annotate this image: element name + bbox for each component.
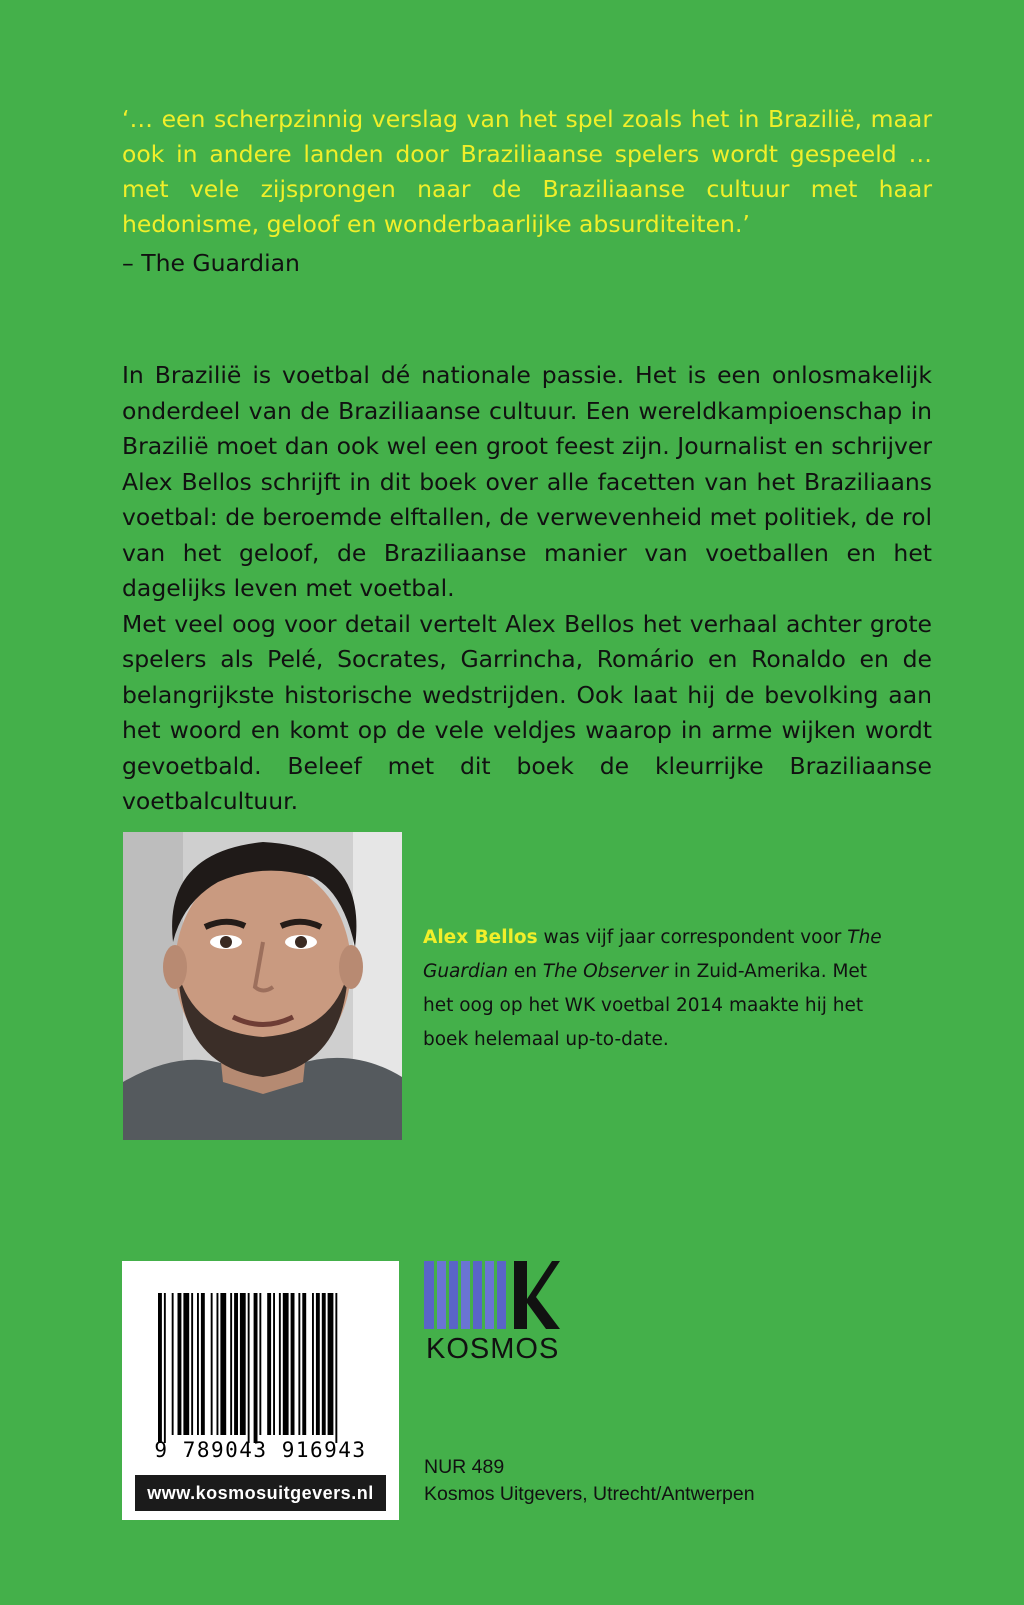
isbn-digits: 9 789043 916943 — [154, 1438, 367, 1462]
nur-code: NUR 489 — [424, 1456, 505, 1478]
blurb-paragraph-2: Met veel oog voor detail vertelt Alex Bellos het verhaal achter grote spelers als Pelé, Socrates, Garrincha, Romário en Ronaldo en de belangrijkste historische wedstrijden. Ook laat hij de bevolking aan het woord en komt op de vele veldjes waarop in arme wijken wordt gevoetbald. Beleef met dit boek de kleurrijke Braziliaanse voetbalcultuur. — [122, 609, 932, 815]
newspaper-guardian: The Guardian — [423, 927, 882, 982]
author-photo — [123, 832, 402, 1140]
blurb — [122, 358, 932, 820]
newspaper-observer: The Observer — [542, 961, 668, 982]
isbn-barcode — [122, 1261, 399, 1520]
blurb-paragraph-1: In Brazilië is voetbal dé nationale passie. Het is een onlosmakelijk onderdeel van de Braziliaanse cultuur. Een wereldkampioenschap in Brazilië moet dan ook wel een groot feest zijn. Journalist en schrijver Alex Bellos schrijft in dit boek over alle facetten van het Braziliaans voetbal: de beroemde elftallen, de verwevenheid met politiek, de rol van het geloof, de Braziliaanse manier van voetballen en het dagelijks leven met voetbal. — [122, 361, 932, 602]
bio-text-3: in Zuid-Amerika. Met het oog op het WK voetbal 2014 maakte hij het boek helemaal up-to-date. — [423, 961, 868, 1050]
barcode-bars — [122, 1261, 399, 1446]
quote-source: – The Guardian — [122, 249, 300, 277]
author-name: Alex Bellos — [423, 927, 538, 948]
kosmos-wordmark: KOSMOS — [426, 1333, 560, 1365]
publisher-website: www.kosmosuitgevers.nl — [135, 1475, 386, 1511]
review-quote: ‘… een scherpzinnig verslag van het spel zoals het in Brazilië, maar ook in andere landen door Braziliaanse spelers wordt gespeeld … met vele zijsprongen naar de Braziliaanse cultuur met haar hedonisme, geloof en wonderbaarlijke absurditeiten.’ — [122, 105, 932, 238]
bio-text-1: was vijf jaar correspondent voor — [537, 927, 848, 948]
imprint — [424, 1454, 755, 1508]
publisher-imprint: Kosmos Uitgevers, Utrecht/Antwerpen — [424, 1483, 755, 1505]
author-bio — [423, 921, 893, 1057]
bio-text-2: en — [507, 961, 543, 982]
